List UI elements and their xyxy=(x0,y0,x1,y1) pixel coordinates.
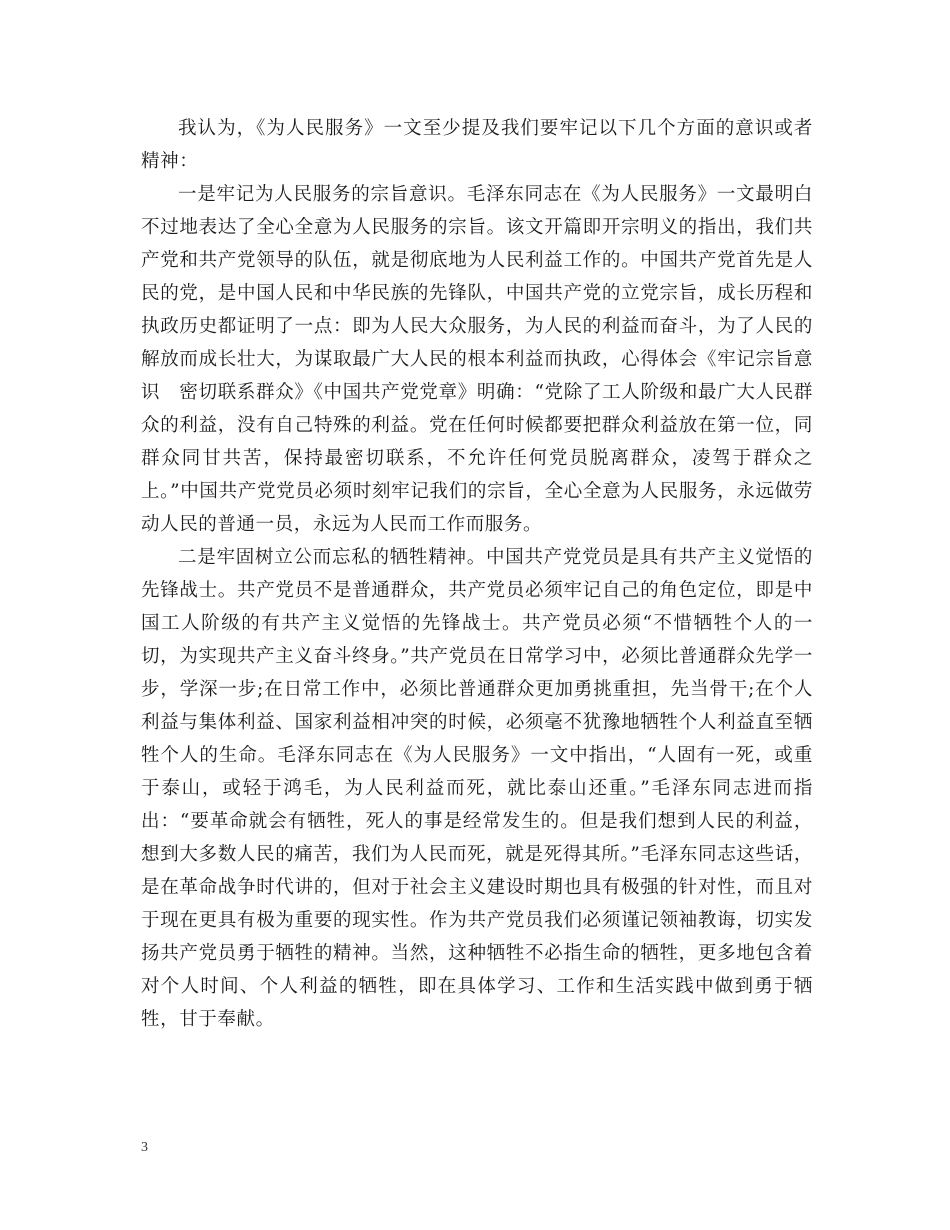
paragraph-purpose-awareness: 一是牢记为人民服务的宗旨意识。毛泽东同志在《为人民服务》一文最明白不过地表达了全心全意为人民服务的宗旨。该文开篇即开宗明义的指出，我们共产党和共产党领导的队伍，就是彻底地为人民利益工作的。中国共产党首先是人民的党，是中国人民和中华民族的先锋队，中国共产党的立党宗旨，成长历程和执政历史都证明了一点：即为人民大众服务，为人民的利益而奋斗，为了人民的解放而成长壮大，为谋取最广大人民的根本利益而执政，心得体会《牢记宗旨意识 密切联系群众》《中国共产党党章》明确：“党除了工人阶级和最广大人民群众的利益，没有自己特殊的利益。党在任何时候都要把群众利益放在第一位，同群众同甘共苦，保持最密切联系，不允许任何党员脱离群众，凌驾于群众之上。”中国共产党党员必须时刻牢记我们的宗旨，全心全意为人民服务，永远做劳动人民的普通一员，永远为人民而工作而服务。 xyxy=(141,184,813,535)
page-number: 3 xyxy=(141,1140,148,1155)
paragraph-sacrifice-spirit: 二是牢固树立公而忘私的牺牲精神。中国共产党党员是具有共产主义觉悟的先锋战士。共产党员不是普通群众，共产党员必须牢记自己的角色定位，即是中国工人阶级的有共产主义觉悟的先锋战士。共产党员必须“不惜牺牲个人的一切，为实现共产主义奋斗终身。”共产党员在日常学习中，必须比普通群众先学一步，学深一步;在日常工作中，必须比普通群众更加勇挑重担，先当骨干;在个人利益与集体利益、国家利益相冲突的时候，必须毫不犹豫地牺牲个人利益直至牺牲个人的生命。毛泽东同志在《为人民服务》一文中指出，“人固有一死，或重于泰山，或轻于鸿毛，为人民利益而死，就比泰山还重。”毛泽东同志进而指出：“要革命就会有牺牲，死人的事是经常发生的。但是我们想到人民的利益，想到大多数人民的痛苦，我们为人民而死，就是死得其所。”毛泽东同志这些话，是在革命战争时代讲的，但对于社会主义建设时期也具有极强的针对性，而且对于现在更具有极为重要的现实性。作为共产党员我们必须谨记领袖教诲，切实发扬共产党员勇于牺牲的精神。当然，这种牺牲不必指生命的牺牲，更多地包含着对个人时间、个人利益的牺牲，即在具体学习、工作和生活实践中做到勇于牺牲，甘于奉献。 xyxy=(141,547,813,1030)
paragraph-intro: 我认为，《为人民服务》一文至少提及我们要牢记以下几个方面的意识或者精神： xyxy=(141,118,813,172)
body-text xyxy=(141,112,813,1036)
